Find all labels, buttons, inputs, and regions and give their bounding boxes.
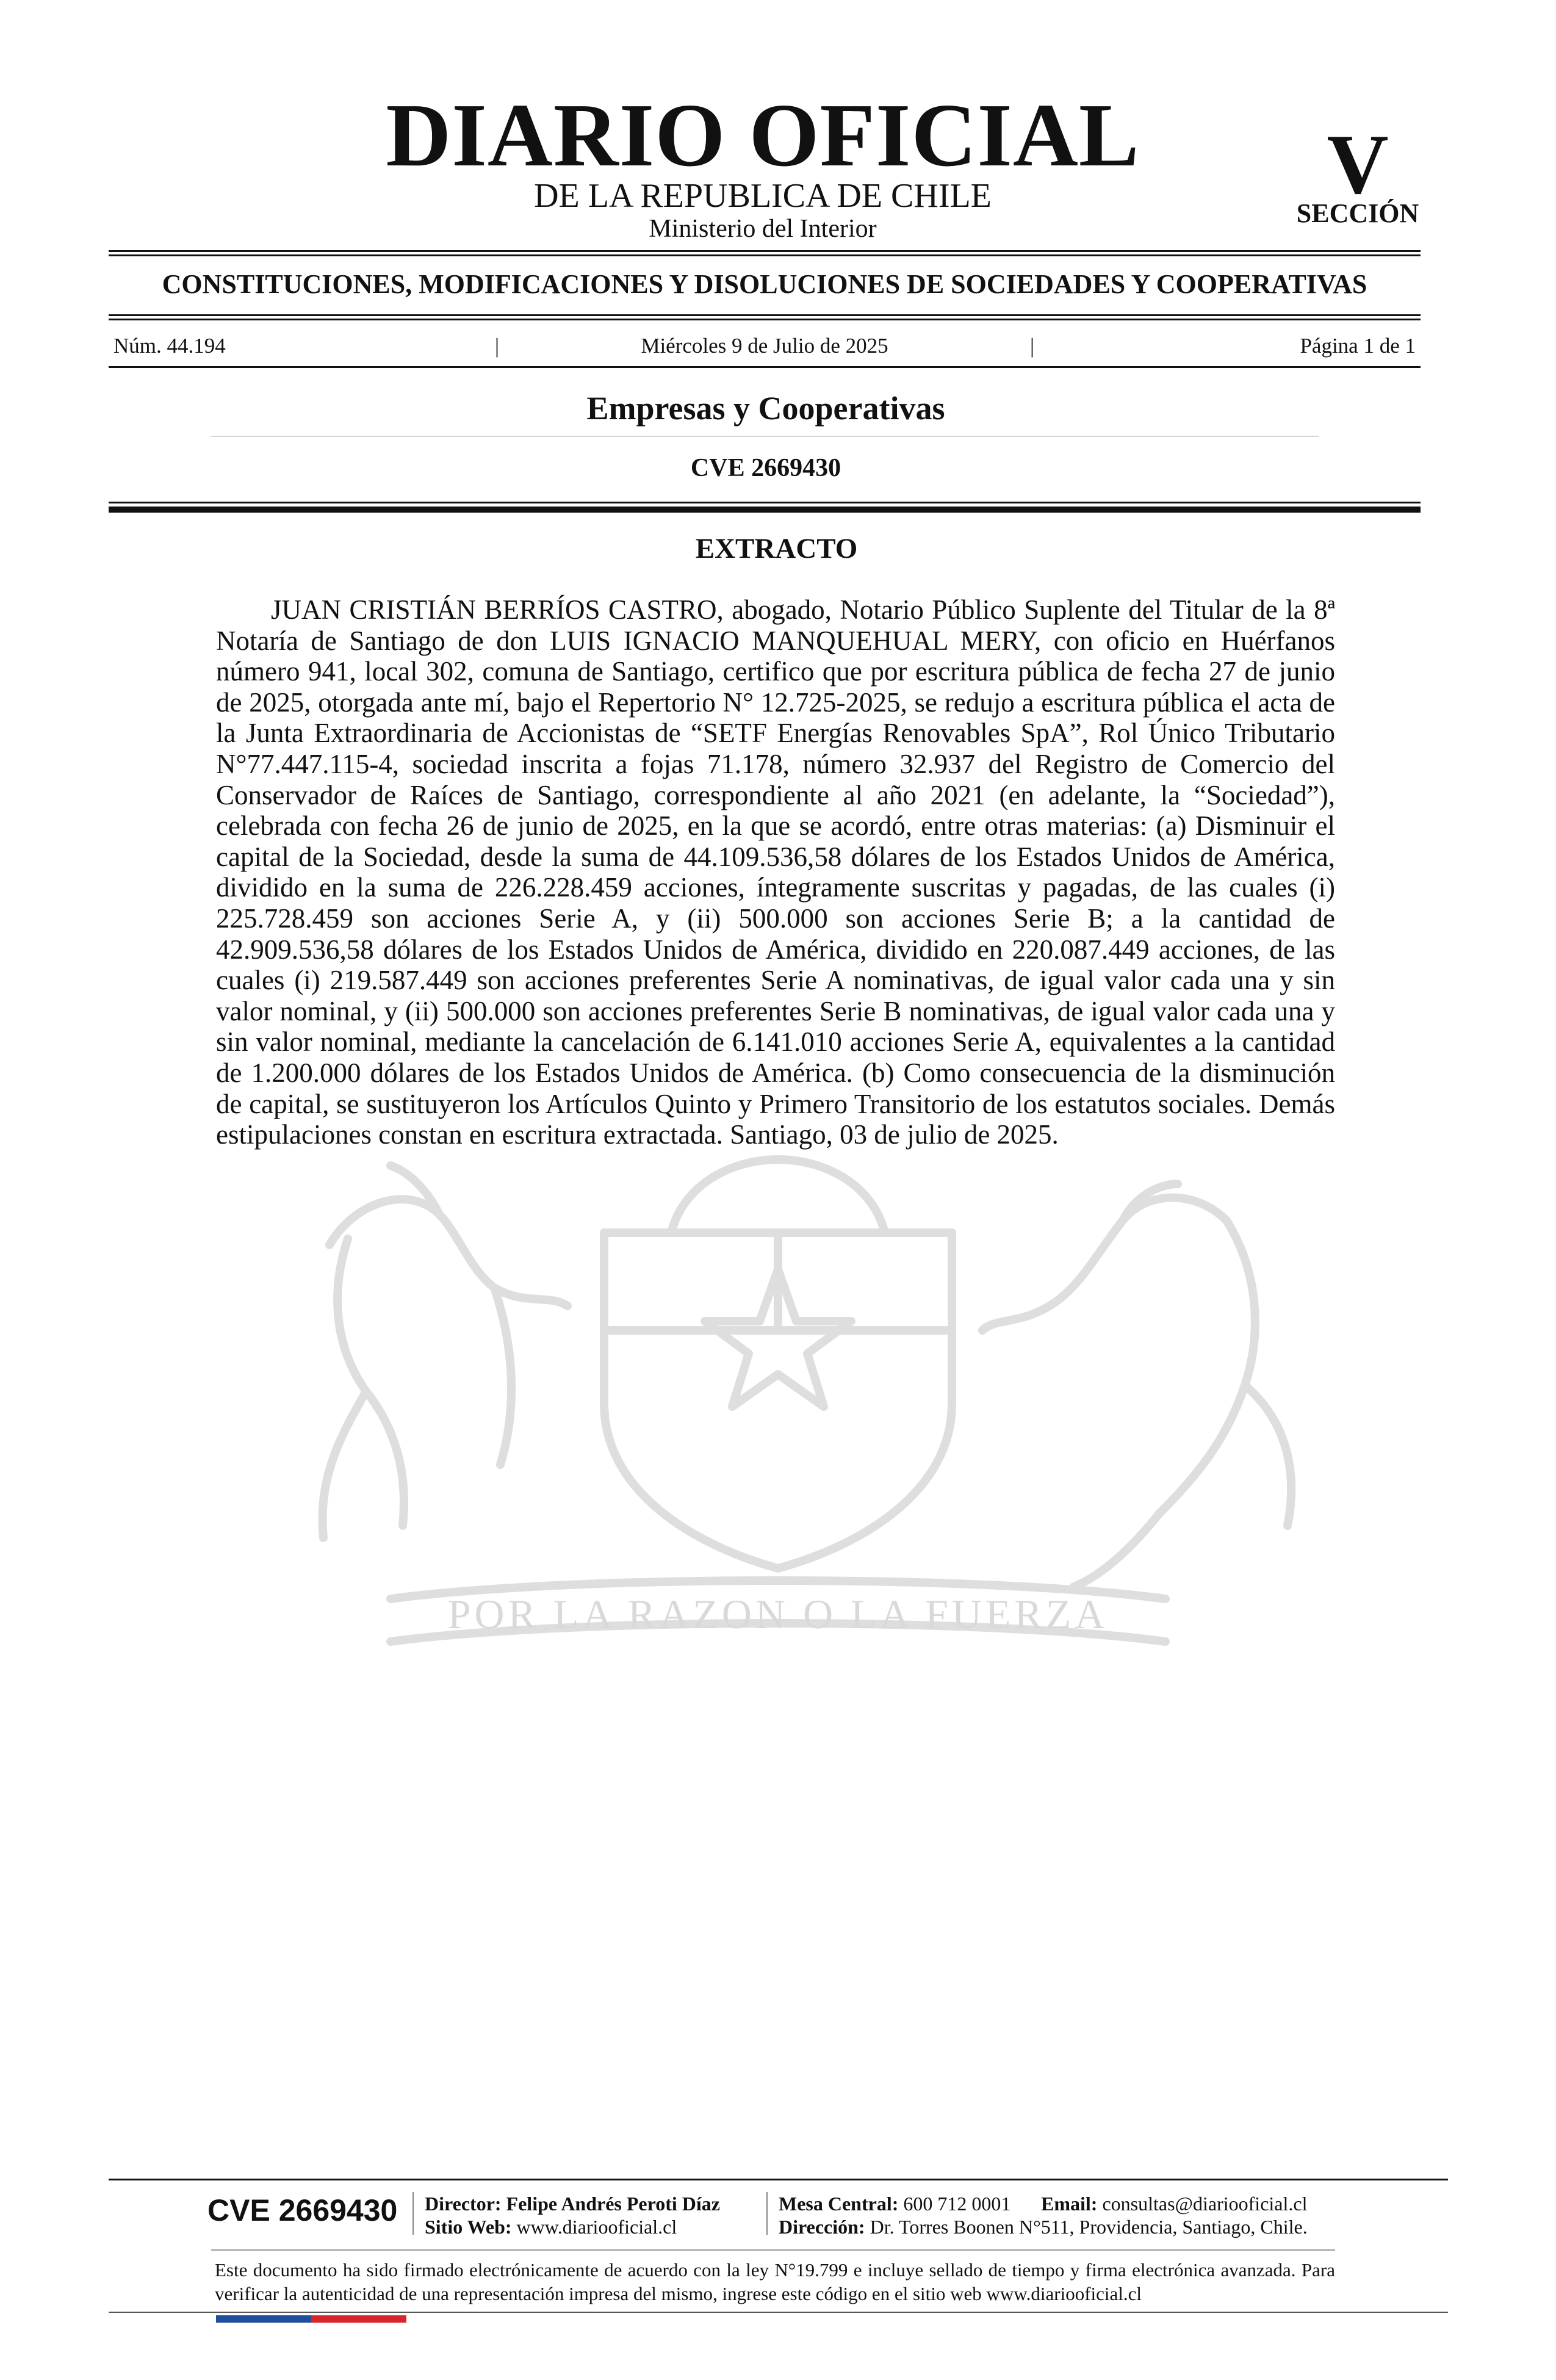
footer-email <box>1041 2192 1307 2215</box>
section-label: SECCIÓN <box>1296 198 1419 228</box>
category-heading: CONSTITUCIONES, MODIFICACIONES Y DISOLUCIONES DE SOCIEDADES Y COOPERATIVAS <box>162 269 1367 299</box>
issue-number: Núm. 44.194 <box>113 334 226 358</box>
footer-separator <box>412 2192 414 2235</box>
page-indicator: Página 1 de 1 <box>1300 334 1416 358</box>
flag-stripe-blue <box>216 2315 311 2323</box>
divider <box>211 436 1319 437</box>
meta-separator: | <box>495 334 500 358</box>
divider <box>109 502 1421 503</box>
issue-meta-row <box>113 334 1416 358</box>
newspaper-subtitle: DE LA REPUBLICA DE CHILE <box>534 177 992 215</box>
footer-separator <box>766 2192 768 2235</box>
section-heading: Empresas y Cooperativas <box>586 390 945 427</box>
email-label: Email: <box>1041 2193 1098 2215</box>
extract-body: JUAN CRISTIÁN BERRÍOS CASTRO, abogado, Notario Público Suplente del Titular de la 8ª Notaría de Santiago de don LUIS IGNACIO MANQUEHUAL MERY, con oficio en Huérfanos número 941, local 302, comuna de Santiago, certifico que por escritura pública de fecha 27 de junio de 2025, otorgada ante mí, bajo el Repertorio N° 12.725-2025, se redujo a escritura pública el acta de la Junta Extraordinaria de Accionistas de “SETF Energías Renovables SpA”, Rol Único Tributario N°77.447.115-4, sociedad inscrita a fojas 71.178, número 32.937 del Registro de Comercio del Conservador de Raíces de Santiago, correspondiente al año 2021 (en adelante, la “Sociedad”), celebrada con fecha 26 de junio de 2025, en la que se acordó, entre otras materias: (a) Disminuir el capital de la Sociedad, desde la suma de 44.109.536,58 dólares de los Estados Unidos de América, dividido en la suma de 226.228.459 acciones, íntegramente suscritas y pagadas, de las cuales (i) 225.728.459 son acciones Serie A, y (ii) 500.000 son acciones Serie B; a la cantidad de 42.909.536,58 dólares de los Estados Unidos de América, dividido en 220.087.449 acciones, de las cuales (i) 219.587.449 son acciones preferentes Serie A nominativas, de igual valor cada una y sin valor nominal, y (ii) 500.000 son acciones preferentes Serie B nominativas, de igual valor cada una y sin valor nominal, mediante la cancelación de 6.141.010 acciones Serie A, equivalentes a la cantidad de 1.200.000 dólares de los Estados Unidos de América. (b) Como consecuencia de la disminución de capital, se sustituyeron los Artículos Quinto y Primero Transitorio de los estatutos sociales. Demás estipulaciones constan en escritura extractada. Santiago, 03 de julio de 2025. <box>216 594 1335 1150</box>
motto-text: POR LA RAZON O LA FUERZA <box>447 1591 1109 1637</box>
ministry-label: Ministerio del Interior <box>649 215 877 243</box>
document-title: EXTRACTO <box>695 533 858 564</box>
coat-of-arms-watermark <box>207 1147 1349 1697</box>
address-label: Dirección: <box>779 2216 865 2238</box>
divider <box>109 319 1421 320</box>
director-label: Director: <box>425 2193 502 2215</box>
director-name: Felipe Andrés Peroti Díaz <box>506 2193 720 2215</box>
meta-separator: | <box>1030 334 1035 358</box>
footer-phone <box>779 2192 1010 2215</box>
website-link[interactable]: www.diariooficial.cl <box>516 2216 677 2238</box>
footer-divider <box>109 2179 1448 2180</box>
cve-code: CVE 2669430 <box>690 454 841 482</box>
phone-label: Mesa Central: <box>779 2193 899 2215</box>
divider <box>109 254 1421 256</box>
divider <box>109 250 1421 252</box>
newspaper-title: DIARIO OFICIAL <box>386 85 1140 186</box>
address-value: Dr. Torres Boonen N°511, Providencia, Santiago, Chile. <box>870 2216 1308 2238</box>
divider <box>109 507 1421 513</box>
divider <box>109 366 1421 368</box>
website-label: Sitio Web: <box>425 2216 512 2238</box>
signature-note: Este documento ha sido firmado electrónicamente de acuerdo con la ley N°19.799 e incluye sellado de tiempo y firma electrónica avanzada. Para verificar la autenticidad de una representación impresa del mismo, ingrese este código en el sitio web www.diariooficial.cl <box>215 2259 1335 2304</box>
email-link[interactable]: consultas@diariooficial.cl <box>1102 2193 1308 2215</box>
issue-date: Miércoles 9 de Julio de 2025 <box>641 334 888 358</box>
footer-address <box>779 2215 1308 2238</box>
divider <box>109 314 1421 316</box>
flag-stripe-red <box>311 2315 406 2323</box>
footer-divider <box>109 2312 1448 2313</box>
section-number: V <box>1327 117 1389 212</box>
footer-director-block <box>425 2192 720 2238</box>
phone-number: 600 712 0001 <box>903 2193 1011 2215</box>
footer-divider <box>211 2249 1335 2251</box>
footer-cve-code: CVE 2669430 <box>207 2193 398 2227</box>
